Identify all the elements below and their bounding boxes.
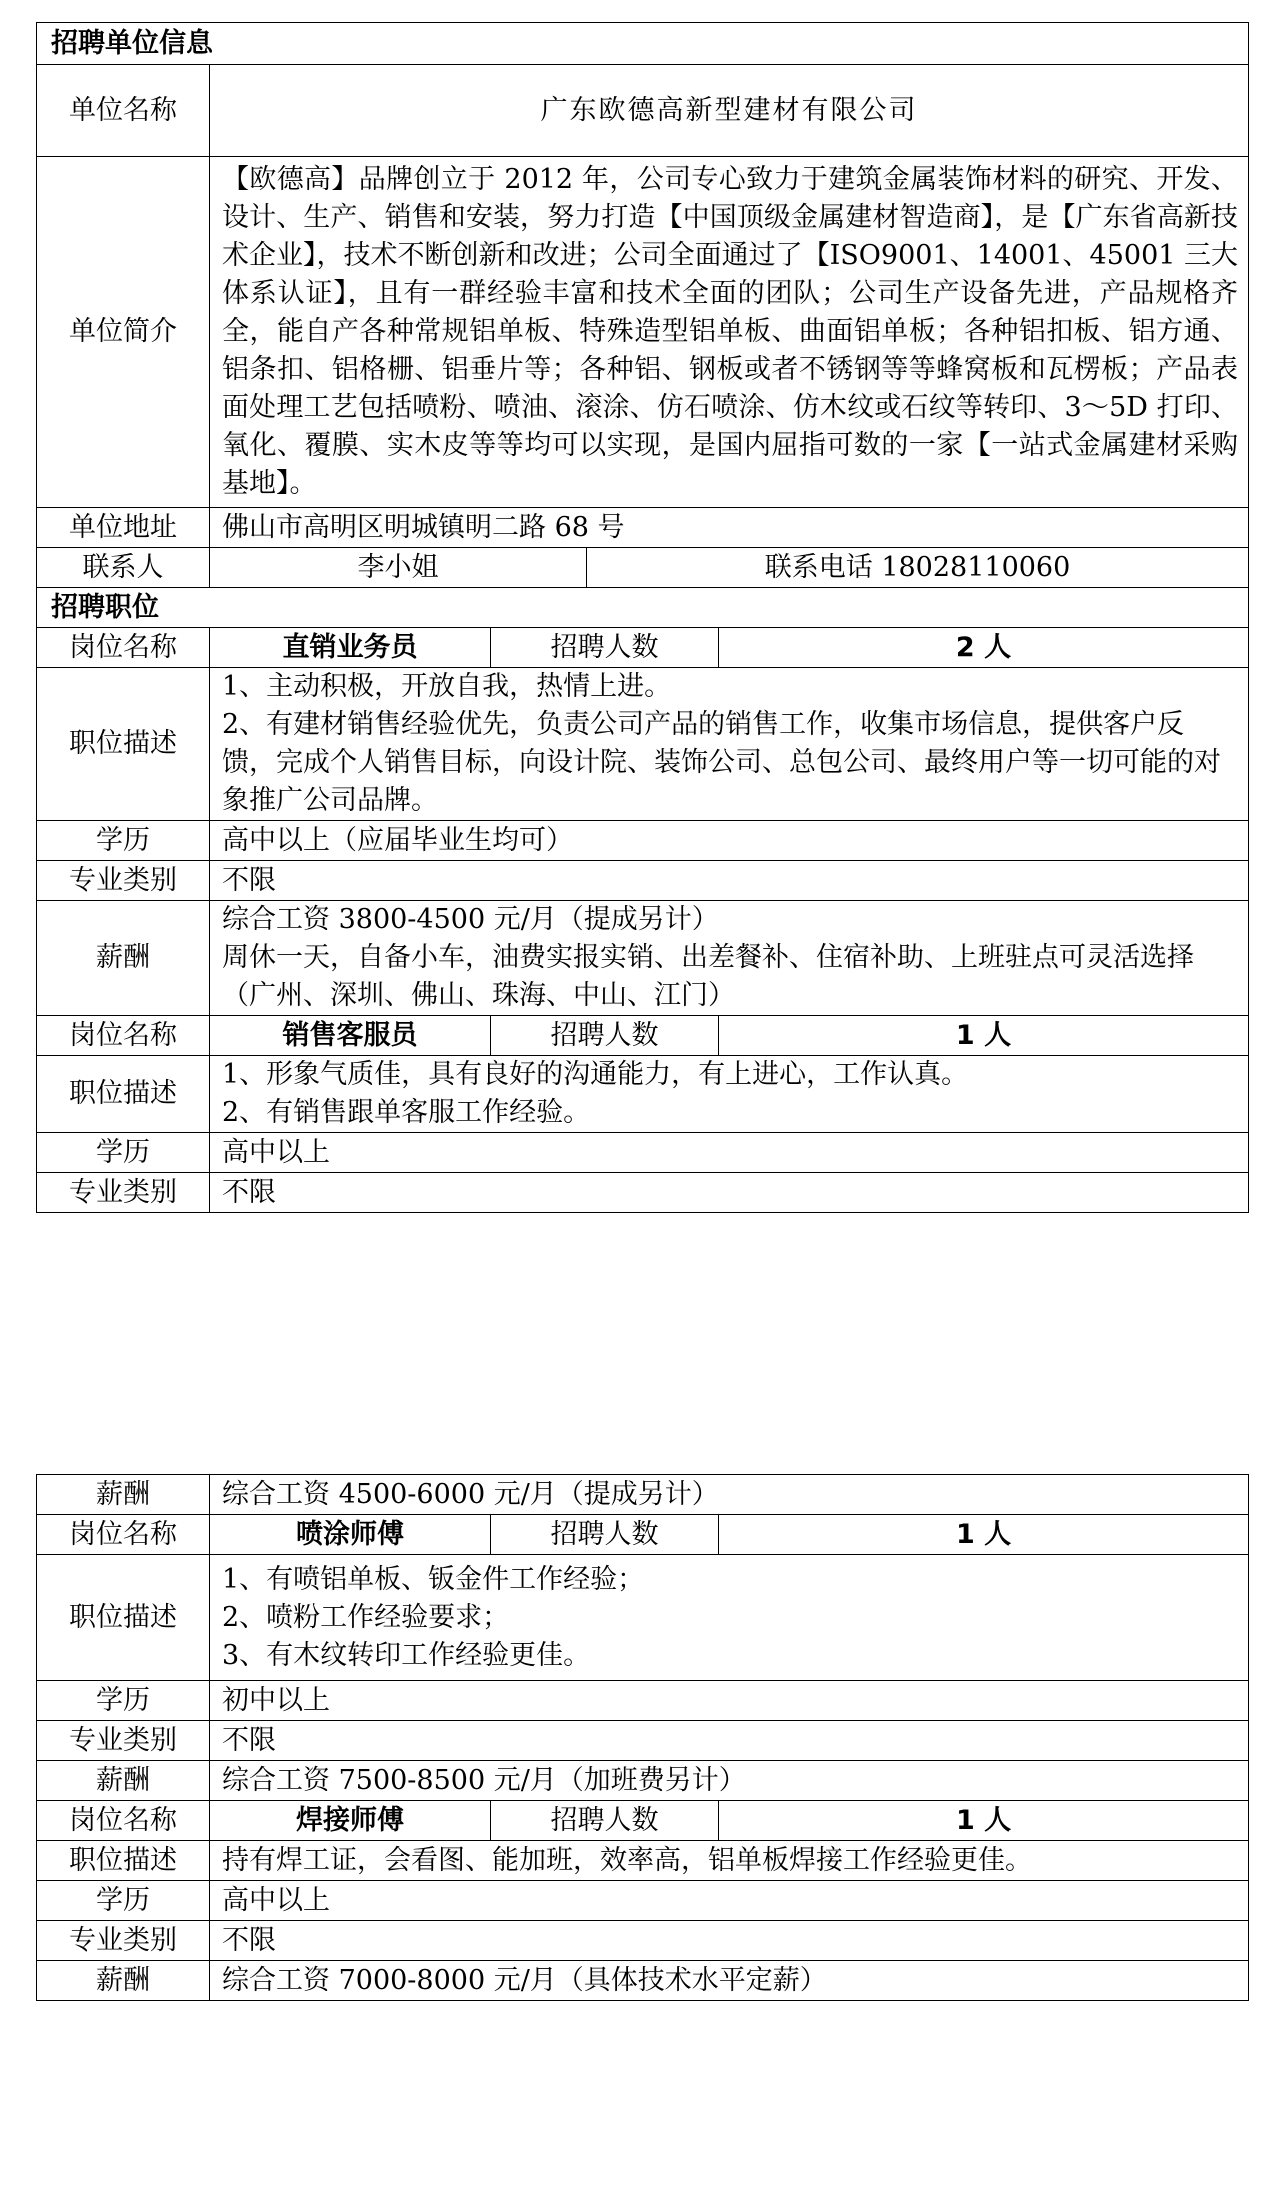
description-line: 2、有建材销售经验优先，负责公司产品的销售工作，收集市场信息，提供客户反馈，完成个人销售目标，向设计院、装饰公司、总包公司、最终用户等一切可能的对象推广公司品牌。 <box>222 709 1221 816</box>
job-major: 不限 <box>210 1721 1249 1761</box>
label-headcount: 招聘人数 <box>491 1515 719 1555</box>
label-salary: 薪酬 <box>37 1761 210 1801</box>
job-headcount: 1 人 <box>719 1016 1249 1056</box>
label-education: 学历 <box>37 821 210 861</box>
job-title: 焊接师傅 <box>210 1801 491 1841</box>
description-line: 3、有木纹转印工作经验更佳。 <box>222 1639 591 1671</box>
job-education: 高中以上 <box>210 1133 1249 1173</box>
label-salary: 薪酬 <box>37 1961 210 2001</box>
label-headcount: 招聘人数 <box>491 1016 719 1056</box>
job-title: 销售客服员 <box>210 1016 491 1056</box>
label-description: 职位描述 <box>37 1555 210 1681</box>
job-headcount: 1 人 <box>719 1801 1249 1841</box>
label-address: 单位地址 <box>37 508 210 548</box>
description-line: 1、有喷铝单板、钣金件工作经验； <box>222 1563 645 1595</box>
section-header-positions: 招聘职位 <box>37 588 1249 628</box>
label-headcount: 招聘人数 <box>491 1801 719 1841</box>
label-major: 专业类别 <box>37 1721 210 1761</box>
label-education: 学历 <box>37 1681 210 1721</box>
recruitment-table-part1 <box>36 22 1249 1213</box>
job-major: 不限 <box>210 1173 1249 1213</box>
label-job-title: 岗位名称 <box>37 1016 210 1056</box>
recruitment-table-part2 <box>36 1474 1249 2001</box>
company-address: 佛山市高明区明城镇明二路 68 号 <box>210 508 1249 548</box>
job-education: 初中以上 <box>210 1681 1249 1721</box>
label-description: 职位描述 <box>37 1841 210 1881</box>
label-major: 专业类别 <box>37 1921 210 1961</box>
description-line: 2、有销售跟单客服工作经验。 <box>222 1097 591 1128</box>
company-intro: 【欧德高】品牌创立于 2012 年，公司专心致力于建筑金属装饰材料的研究、开发、设计、生产、销售和安装，努力打造【中国顶级金属建材智造商】，是【广东省高新技术企业】，技术不断创新和改进；公司全面通过了【ISO9001、14001、45001 三大体系认证】，且有一群经验丰富和技术全面的团队；公司生产设备先进，产品规格齐全，能自产各种常规铝单板、特殊造型铝单板、曲面铝单板；各种铝扣板、铝方通、铝条扣、铝格栅、铝垂片等；各种铝、钢板或者不锈钢等等蜂窝板和瓦楞板；产品表面处理工艺包括喷粉、喷油、滚涂、仿石喷涂、仿木纹或石纹等转印、3～5D 打印、氧化、覆膜、实木皮等等均可以实现，是国内屈指可数的一家【一站式金属建材采购基地】。 <box>210 157 1249 508</box>
job-education: 高中以上 <box>210 1881 1249 1921</box>
job-description <box>210 1056 1249 1133</box>
job-title: 直销业务员 <box>210 628 491 668</box>
label-salary: 薪酬 <box>37 901 210 1016</box>
label-contact: 联系人 <box>37 548 210 588</box>
label-education: 学历 <box>37 1881 210 1921</box>
description-line: 1、主动积极，开放自我，热情上进。 <box>222 671 672 702</box>
job-salary: 综合工资 7500-8500 元/月（加班费另计） <box>210 1761 1249 1801</box>
label-major: 专业类别 <box>37 1173 210 1213</box>
job-headcount: 2 人 <box>719 628 1249 668</box>
salary-line: 周休一天，自备小车，油费实报实销、出差餐补、住宿补助、上班驻点可灵活选择（广州、深圳、佛山、珠海、中山、江门） <box>222 942 1194 1011</box>
label-description: 职位描述 <box>37 668 210 821</box>
job-headcount: 1 人 <box>719 1515 1249 1555</box>
job-title: 喷涂师傅 <box>210 1515 491 1555</box>
job-description <box>210 1555 1249 1681</box>
label-major: 专业类别 <box>37 861 210 901</box>
label-education: 学历 <box>37 1133 210 1173</box>
label-headcount: 招聘人数 <box>491 628 719 668</box>
job-salary: 综合工资 7000-8000 元/月（具体技术水平定薪） <box>210 1961 1249 2001</box>
label-job-title: 岗位名称 <box>37 628 210 668</box>
section-header-company-info: 招聘单位信息 <box>37 23 1249 65</box>
label-company-name: 单位名称 <box>37 65 210 157</box>
contact-phone: 联系电话 18028110060 <box>587 548 1249 588</box>
job-salary <box>210 901 1249 1016</box>
label-description: 职位描述 <box>37 1056 210 1133</box>
job-major: 不限 <box>210 1921 1249 1961</box>
description-line: 2、喷粉工作经验要求； <box>222 1601 510 1633</box>
label-company-intro: 单位简介 <box>37 157 210 508</box>
label-salary: 薪酬 <box>37 1475 210 1515</box>
company-name: 广东欧德高新型建材有限公司 <box>210 65 1249 157</box>
job-description <box>210 668 1249 821</box>
salary-line: 综合工资 3800-4500 元/月（提成另计） <box>222 904 719 935</box>
job-major: 不限 <box>210 861 1249 901</box>
contact-person: 李小姐 <box>210 548 587 588</box>
job-description: 持有焊工证，会看图、能加班，效率高，铝单板焊接工作经验更佳。 <box>210 1841 1249 1881</box>
label-job-title: 岗位名称 <box>37 1515 210 1555</box>
job-education: 高中以上（应届毕业生均可） <box>210 821 1249 861</box>
description-line: 1、形象气质佳，具有良好的沟通能力，有上进心，工作认真。 <box>222 1059 969 1090</box>
label-job-title: 岗位名称 <box>37 1801 210 1841</box>
job-salary: 综合工资 4500-6000 元/月（提成另计） <box>210 1475 1249 1515</box>
